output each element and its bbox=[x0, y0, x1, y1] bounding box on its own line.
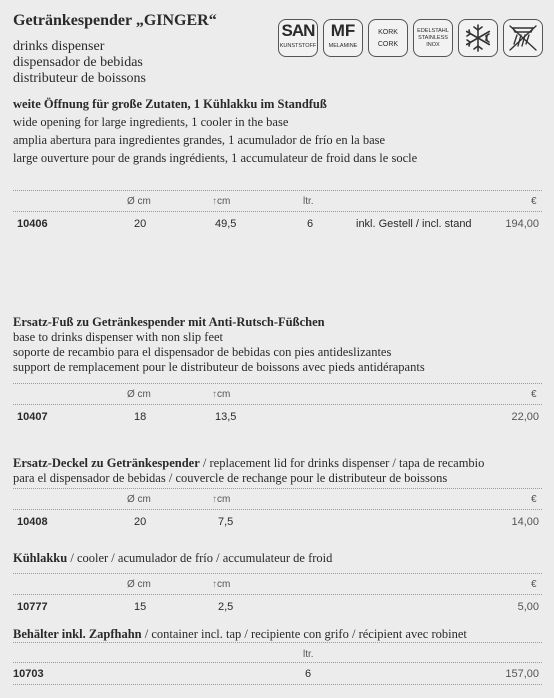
mf-sublabel: MELAMINE bbox=[328, 43, 358, 49]
item-price: 5,00 bbox=[517, 601, 539, 613]
kork-label: KORK bbox=[378, 29, 398, 36]
product-name-en: drinks dispenser bbox=[13, 39, 105, 54]
base-desc-fr: support de remplacement pour le distributeur de boissons avec pieds antidérapants bbox=[13, 360, 425, 374]
san-badge bbox=[278, 19, 318, 57]
euro-header: € bbox=[531, 196, 537, 207]
kork-badge bbox=[368, 19, 408, 57]
height-header: ↑cm bbox=[212, 579, 231, 590]
height-arrow-icon: ↑ bbox=[212, 389, 217, 400]
item-diameter: 20 bbox=[134, 516, 147, 528]
height-arrow-icon: ↑ bbox=[212, 196, 217, 207]
item-code: 10408 bbox=[17, 516, 48, 528]
product-name-fr: distributeur de boissons bbox=[13, 71, 146, 86]
inox-label: INOX bbox=[426, 42, 440, 48]
height-header: ↑cm bbox=[212, 196, 231, 207]
item-diameter: 20 bbox=[134, 218, 147, 230]
item-code: 10703 bbox=[13, 668, 44, 680]
divider bbox=[13, 211, 542, 212]
liter-header: ltr. bbox=[303, 196, 314, 207]
divider bbox=[13, 573, 542, 574]
item-height: 7,5 bbox=[218, 516, 234, 528]
divider bbox=[13, 662, 542, 663]
mf-label: MF bbox=[330, 21, 356, 40]
edelstahl-label: EDELSTAHL bbox=[417, 28, 449, 34]
item-height: 13,5 bbox=[215, 411, 237, 423]
diameter-header: Ø cm bbox=[127, 196, 151, 207]
divider bbox=[13, 383, 542, 384]
product-desc-en: wide opening for large ingredients, 1 cooler in the base bbox=[13, 115, 289, 129]
stainless-label: STAINLESS bbox=[418, 35, 448, 41]
cooler-title-line: Kühlakku / cooler / acumulador de frío / accumulateur de froid bbox=[13, 551, 333, 565]
divider bbox=[13, 190, 542, 191]
height-header: ↑cm bbox=[212, 494, 231, 505]
product-desc-es: amplia abertura para ingredientes grandes, 1 acumulador de frío en la base bbox=[13, 133, 386, 147]
diameter-header: Ø cm bbox=[127, 579, 151, 590]
container-title: Behälter inkl. Zapfhahn bbox=[13, 627, 142, 641]
liter-header: ltr. bbox=[303, 649, 314, 660]
item-height: 2,5 bbox=[218, 601, 234, 613]
inox-badge bbox=[413, 19, 453, 57]
item-liter: 6 bbox=[305, 668, 312, 680]
item-price: 22,00 bbox=[511, 411, 539, 423]
lid-title: Ersatz-Deckel zu Getränkespender bbox=[13, 456, 200, 470]
cork-label: CORK bbox=[377, 41, 399, 48]
item-code: 10777 bbox=[17, 601, 48, 613]
item-note: inkl. Gestell / incl. stand bbox=[356, 218, 472, 230]
euro-header: € bbox=[531, 494, 537, 505]
base-desc-es: soporte de recambio para el dispensador de bebidas con pies antideslizantes bbox=[13, 345, 392, 359]
lid-desc-line2: para el dispensador de bebidas / couvercle de rechange pour le distributeur de boissons bbox=[13, 471, 448, 485]
product-desc-de: weite Öffnung für große Zutaten, 1 Kühlakku im Standfuß bbox=[13, 97, 327, 111]
height-arrow-icon: ↑ bbox=[212, 494, 217, 505]
san-sublabel: KUNSTSTOFF bbox=[279, 43, 317, 49]
snowflake-icon bbox=[458, 19, 498, 57]
san-label: SAN bbox=[281, 21, 315, 40]
diameter-header: Ø cm bbox=[127, 494, 151, 505]
product-name-es: dispensador de bebidas bbox=[13, 55, 143, 70]
item-price: 194,00 bbox=[505, 218, 539, 230]
base-desc-en: base to drinks dispenser with non slip feet bbox=[13, 330, 224, 344]
mf-badge bbox=[323, 19, 363, 57]
no-dishwasher-icon bbox=[503, 19, 543, 57]
lid-title-line: Ersatz-Deckel zu Getränkespender / replacement lid for drinks dispenser / tapa de recambio bbox=[13, 456, 485, 470]
item-height: 49,5 bbox=[215, 218, 237, 230]
divider bbox=[13, 642, 542, 643]
base-title: Ersatz-Fuß zu Getränkespender mit Anti-Rutsch-Füßchen bbox=[13, 315, 325, 329]
item-code: 10406 bbox=[17, 218, 48, 230]
height-arrow-icon: ↑ bbox=[212, 579, 217, 590]
item-liter: 6 bbox=[307, 218, 314, 230]
diameter-header: Ø cm bbox=[127, 389, 151, 400]
item-code: 10407 bbox=[17, 411, 48, 423]
divider bbox=[13, 509, 542, 510]
euro-header: € bbox=[531, 389, 537, 400]
divider bbox=[13, 404, 542, 405]
product-title: Getränkespender „GINGER“ bbox=[13, 12, 217, 29]
cooler-title: Kühlakku bbox=[13, 551, 68, 565]
product-desc-fr: large ouverture pour de grands ingrédients, 1 accumulateur de froid dans le socle bbox=[13, 151, 418, 165]
euro-header: € bbox=[531, 579, 537, 590]
divider bbox=[13, 488, 542, 489]
item-price: 14,00 bbox=[511, 516, 539, 528]
container-title-line: Behälter inkl. Zapfhahn / container incl. tap / recipiente con grifo / récipient avec robinet bbox=[13, 627, 467, 641]
item-price: 157,00 bbox=[505, 668, 539, 680]
height-header: ↑cm bbox=[212, 389, 231, 400]
item-diameter: 18 bbox=[134, 411, 147, 423]
divider bbox=[13, 594, 542, 595]
item-diameter: 15 bbox=[134, 601, 147, 613]
divider bbox=[13, 684, 542, 685]
